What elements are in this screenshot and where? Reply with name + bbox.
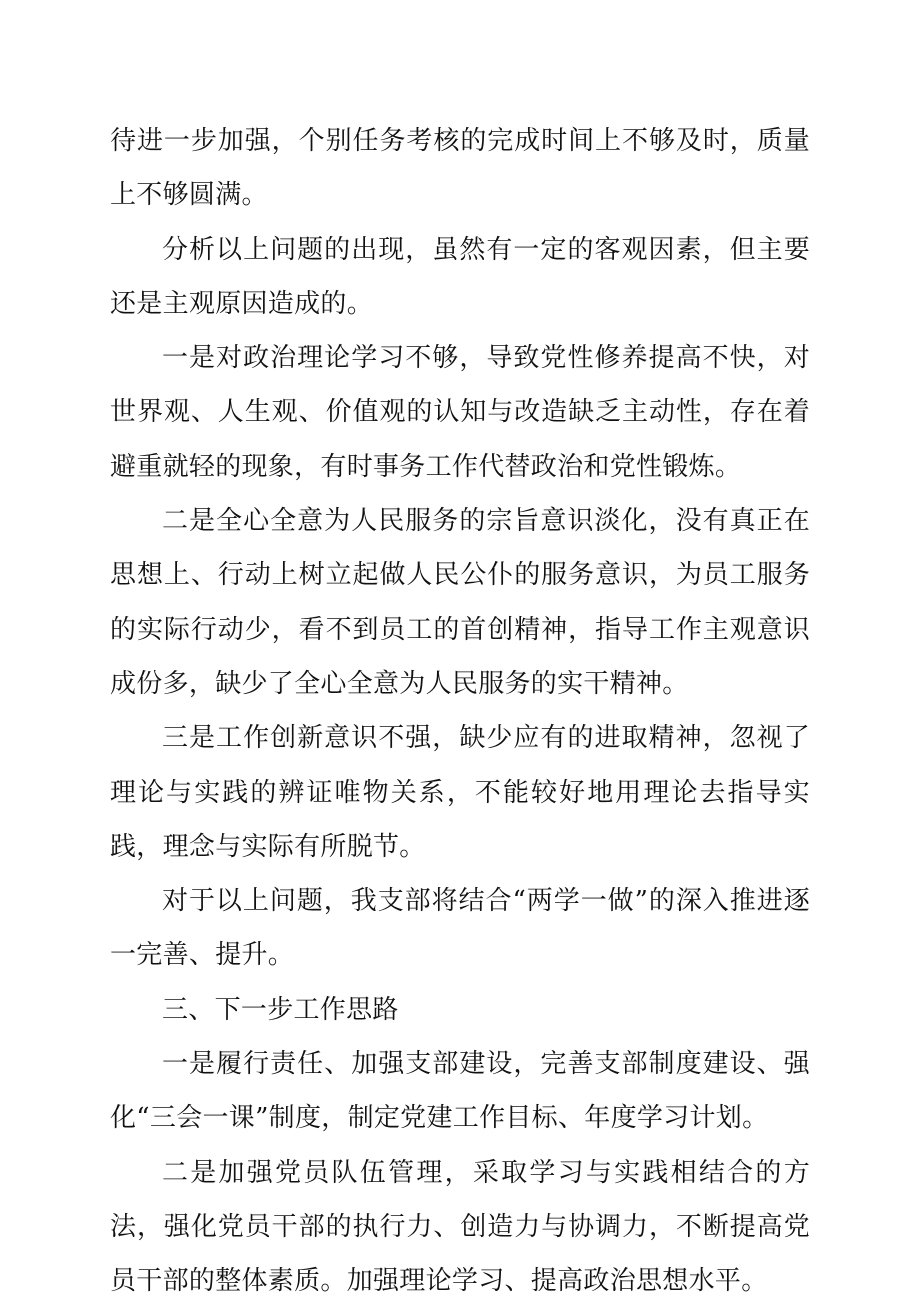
document-body bbox=[110, 114, 810, 1309]
paragraph-analysis: 分析以上问题的出现，虽然有一定的客观因素，但主要还是主观原因造成的。 bbox=[110, 234, 810, 319]
section-heading-next-steps: 三、下一步工作思路 bbox=[162, 994, 399, 1025]
paragraph-issue-one: 一是对政治理论学习不够，导致党性修养提高不快，对世界观、人生观、价值观的认知与改造缺乏主动性，存在着避重就轻的现象，有时事务工作代替政治和党性锻炼。 bbox=[110, 343, 810, 482]
paragraph-issue-two: 二是全心全意为人民服务的宗旨意识淡化，没有真正在思想上、行动上树立起做人民公仆的服务意识，为员工服务的实际行动少，看不到员工的首创精神，指导工作主观意识成份多，缺少了全心全意为人民服务的实干精神。 bbox=[110, 506, 810, 699]
paragraph-response: 对于以上问题，我支部将结合“两学一做”的深入推进逐一完善、提升。 bbox=[110, 886, 810, 971]
paragraph-step-one: 一是履行责任、加强支部建设，完善支部制度建设、强化“三会一课”制度，制定党建工作目标、年度学习计划。 bbox=[110, 1049, 810, 1134]
paragraph-issue-three: 三是工作创新意识不强，缺少应有的进取精神，忽视了理论与实践的辨证唯物关系，不能较好地用理论去指导实践，理念与实际有所脱节。 bbox=[110, 723, 810, 862]
paragraph-continuation: 待进一步加强，个别任务考核的完成时间上不够及时，质量上不够圆满。 bbox=[110, 126, 810, 211]
paragraph-step-two: 二是加强党员队伍管理，采取学习与实践相结合的方法，强化党员干部的执行力、创造力与协调力，不断提高党员干部的整体素质。加强理论学习、提高政治思想水平。 bbox=[110, 1157, 810, 1297]
